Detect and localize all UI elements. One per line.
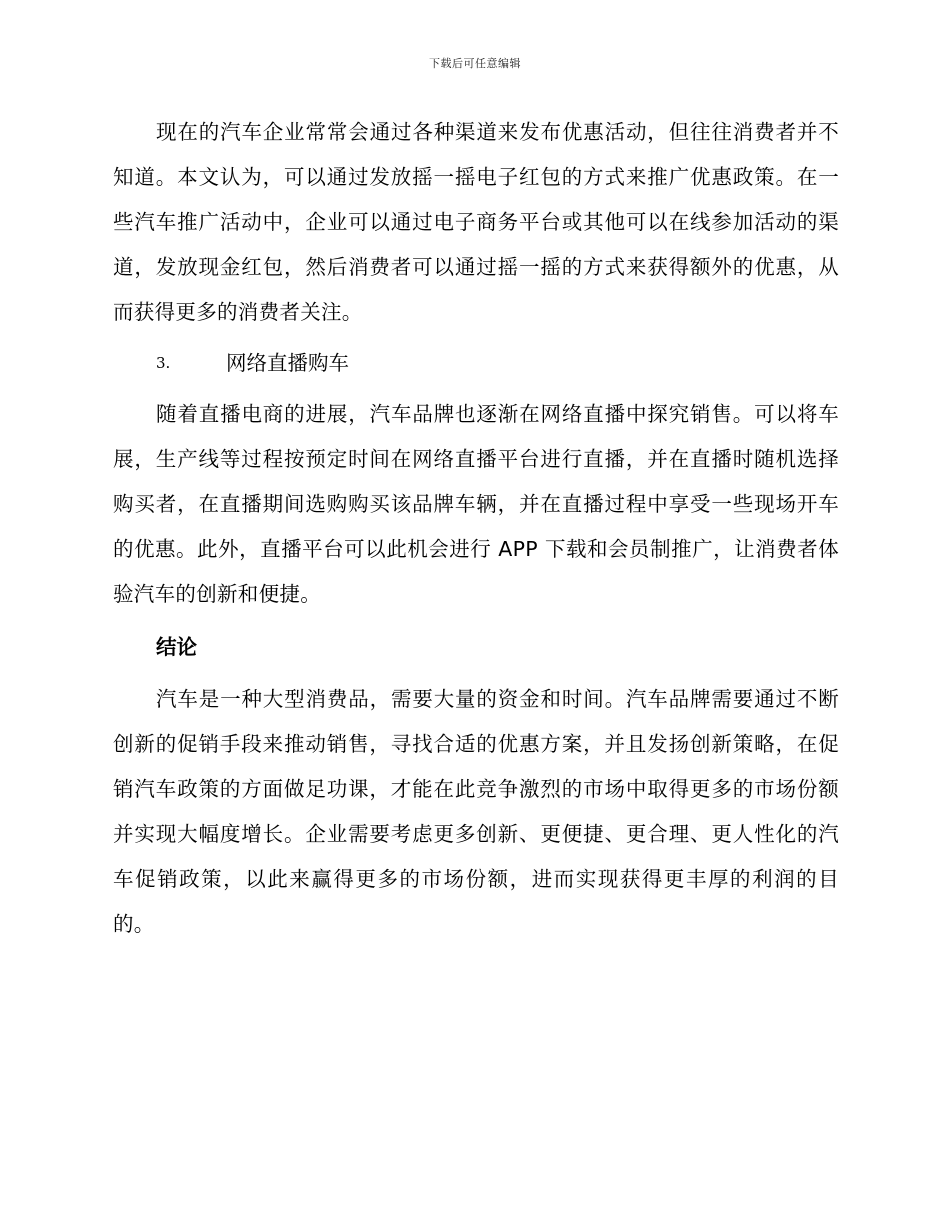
section-title: 网络直播购车 bbox=[226, 351, 349, 375]
section-number: 3. bbox=[156, 354, 171, 372]
document-body bbox=[113, 110, 839, 947]
paragraph-live-stream-sales: 随着直播电商的进展，汽车品牌也逐渐在网络直播中探究销售。可以将车展，生产线等过程按预定时间在网络直播平台进行直播，并在直播时随机选择购买者，在直播期间选购购买该品牌车辆，并在直播过程中享受一些现场开车的优惠。此外，直播平台可以此机会进行 APP 下载和会员制推广，让消费者体验汽车的创新和便捷。 bbox=[113, 402, 839, 606]
paragraph-conclusion: 汽车是一种大型消费品，需要大量的资金和时间。汽车品牌需要通过不断创新的促销手段来推动销售，寻找合适的优惠方案，并且发扬创新策略，在促销汽车政策的方面做足功课，才能在此竞争激烈的市场中取得更多的市场份额并实现大幅度增长。企业需要考虑更多创新、更便捷、更合理、更人性化的汽车促销政策，以此来赢得更多的市场份额，进而实现获得更丰厚的利润的目的。 bbox=[113, 687, 839, 936]
page-header-note: 下载后可任意编辑 bbox=[429, 57, 521, 70]
conclusion-heading: 结论 bbox=[156, 635, 197, 659]
section-heading-live-stream bbox=[113, 335, 839, 392]
paragraph-red-envelope-promotion: 现在的汽车企业常常会通过各种渠道来发布优惠活动，但往往消费者并不知道。本文认为，可以通过发放摇一摇电子红包的方式来推广优惠政策。在一些汽车推广活动中，企业可以通过电子商务平台或其他可以在线参加活动的渠道，发放现金红包，然后消费者可以通过摇一摇的方式来获得额外的优惠，从而获得更多的消费者关注。 bbox=[113, 120, 839, 324]
